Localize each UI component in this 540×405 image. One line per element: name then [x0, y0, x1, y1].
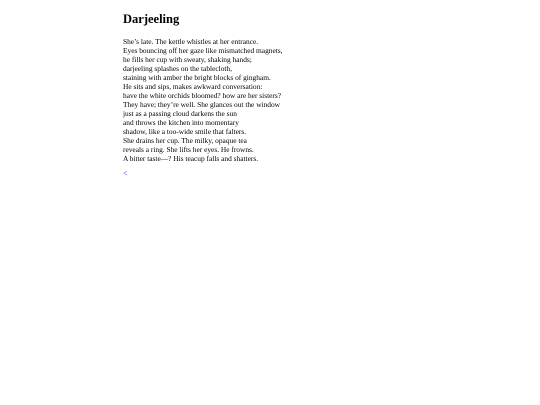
poem-line: he fills her cup with sweaty, shaking hands;: [123, 55, 252, 64]
poem-body: [123, 37, 523, 163]
poem-line: staining with amber the bright blocks of gingham.: [123, 73, 271, 82]
poem-line: She drains her cup. The milky, opaque tea: [123, 136, 247, 145]
page-title: Darjeeling: [123, 12, 180, 26]
poem-line: She’s late. The kettle whistles at her entrance.: [123, 37, 259, 46]
poem-line: have the white orchids bloomed? how are her sisters?: [123, 91, 282, 100]
page-content: [123, 12, 523, 181]
poem-line: just as a passing cloud darkens the sun: [123, 109, 237, 118]
poem-line: darjeeling splashes on the tablecloth,: [123, 64, 232, 73]
poem-line: A bitter taste—? His teacup falls and shatters.: [123, 154, 259, 163]
back-link[interactable]: <: [123, 169, 128, 178]
poem-line: They have; they’re well. She glances out the window: [123, 100, 281, 109]
poem-line: and throws the kitchen into momentary: [123, 118, 239, 127]
poem-line: shadow, like a too-wide smile that falters.: [123, 127, 247, 136]
poem-line: Eyes bouncing off her gaze like mismatched magnets,: [123, 46, 283, 55]
poem-line: He sits and sips, makes awkward conversation:: [123, 82, 263, 91]
poem-line: reveals a ring. She lifts her eyes. He frowns.: [123, 145, 254, 154]
